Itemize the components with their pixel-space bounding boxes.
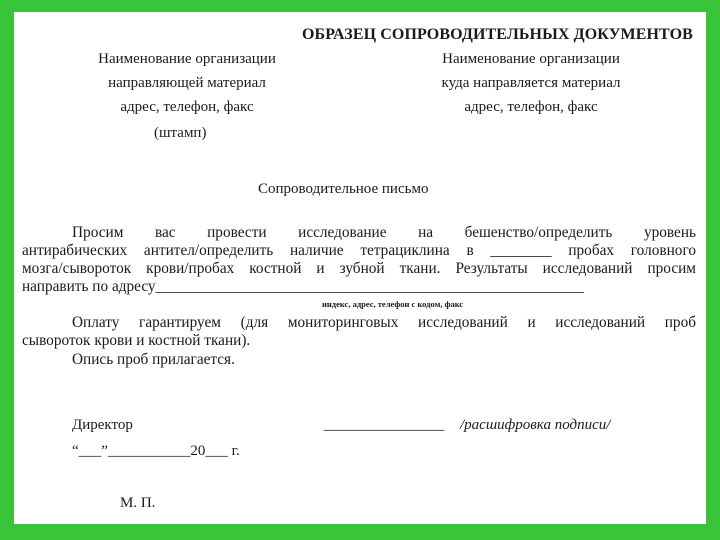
document-title: ОБРАЗЕЦ СОПРОВОДИТЕЛЬНЫХ ДОКУМЕНТОВ: [302, 26, 693, 43]
signature-line: ________________: [324, 417, 444, 433]
address-hint: индекс, адрес, телефон с кодом, факс: [322, 299, 464, 309]
document-page: [14, 12, 706, 524]
paragraph-1-line-3: мозга/сывороток крови/пробах костной и зубной ткани. Результаты исследований просим: [22, 260, 696, 277]
letter-heading: Сопроводительное письмо: [258, 181, 429, 197]
paragraph-1-line-1: Просим вас провести исследование на бешенство/определить уровень: [72, 224, 696, 241]
paragraph-2-line-2: сывороток крови и костной ткани).: [22, 332, 251, 349]
seal-label: М. П.: [120, 495, 156, 511]
signature-hint: /расшифровка подписи/: [460, 417, 611, 433]
recipient-org-name: Наименование организации: [442, 51, 620, 67]
recipient-org-role: куда направляется материал: [441, 75, 621, 91]
paragraph-1-line-2: антирабических антител/определить наличие тетрациклина в ________ пробах головного: [22, 242, 696, 259]
paragraph-3: Опись проб прилагается.: [72, 351, 235, 368]
director-label: Директор: [72, 417, 133, 433]
stamp-label: (штамп): [154, 125, 207, 141]
paragraph-1-line-4: направить по адресу________________________________________________________: [22, 278, 584, 295]
sender-org-name: Наименование организации: [98, 51, 276, 67]
sender-org-role: направляющей материал: [108, 75, 266, 91]
recipient-org-contacts: адрес, телефон, факс: [464, 99, 598, 115]
paragraph-2-line-1: Оплату гарантируем (для мониторинговых исследований и исследований проб: [72, 314, 696, 331]
sender-org-contacts: адрес, телефон, факс: [120, 99, 254, 115]
date-line: “___”___________20___ г.: [72, 443, 240, 459]
